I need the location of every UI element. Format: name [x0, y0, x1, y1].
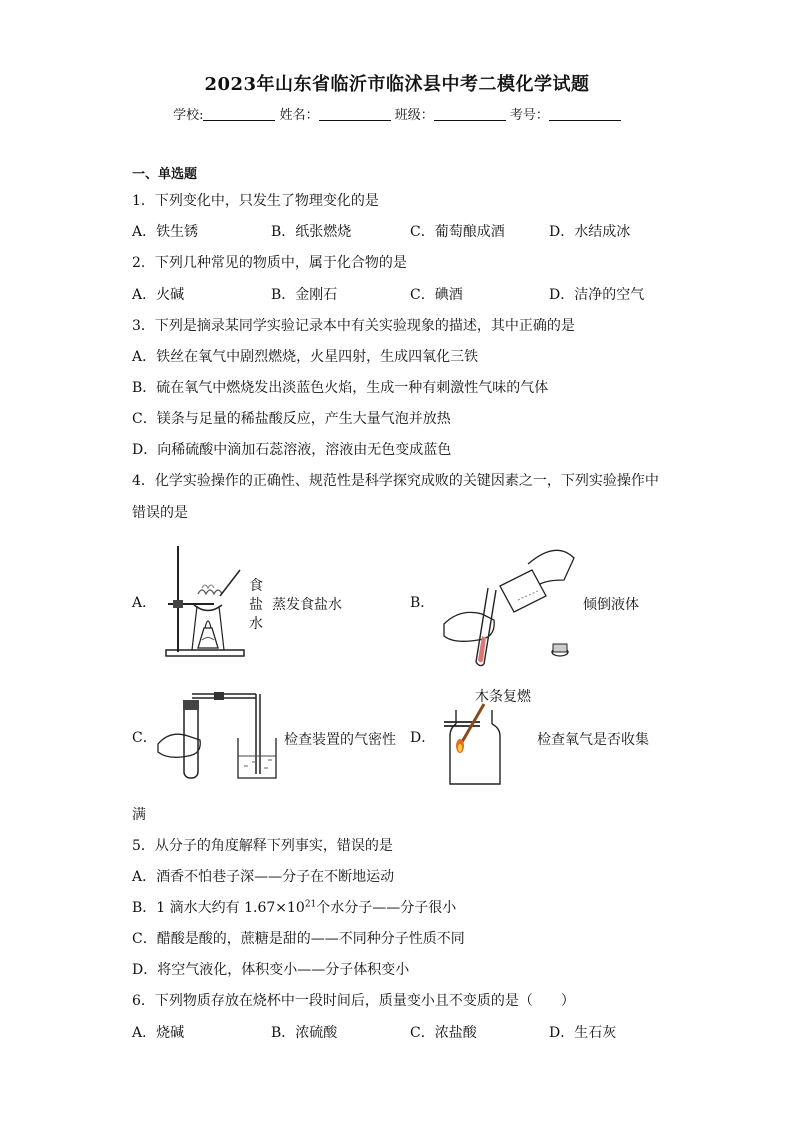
q4-stem-line1: 4．化学实验操作的正确性、规范性是科学探究成败的关键因素之一，下列实验操作中 [132, 473, 659, 489]
q2-option-b[interactable]: B．金刚石 [271, 287, 338, 303]
class-label: 班级： [394, 108, 434, 123]
school-label: 学校: [173, 108, 204, 123]
q5-option-b-text: B．1 滴水大约有 1.67×10 [132, 900, 305, 916]
student-info-row [0, 104, 794, 123]
school-blank[interactable] [203, 108, 275, 121]
q2-option-d[interactable]: D．洁净的空气 [549, 287, 645, 303]
q4-option-c-caption: 检查装置的气密性 [284, 732, 396, 748]
q5-stem: 5．从分子的角度解释下列事实，错误的是 [132, 838, 393, 854]
q1-option-c[interactable]: C．葡萄酿成酒 [410, 224, 505, 240]
q4-stem-line2: 错误的是 [132, 505, 188, 521]
q6-option-d[interactable]: D．生石灰 [549, 1025, 617, 1041]
evaporation-apparatus-image [160, 544, 250, 660]
exam-number-label: 考号： [509, 108, 549, 123]
q5-option-a[interactable]: A．酒香不怕巷子深——分子在不断地运动 [132, 869, 395, 885]
name-label: 姓名： [279, 108, 319, 123]
airtightness-check-image [156, 690, 280, 782]
q5-option-d[interactable]: D．将空气液化，体积变小——分子体积变小 [132, 962, 410, 978]
exam-number-blank[interactable] [549, 108, 621, 121]
class-blank[interactable] [434, 108, 506, 121]
salt-water-char-1: 食 [249, 578, 263, 594]
salt-water-char-3: 水 [249, 616, 263, 632]
q4-option-c-label[interactable]: C． [132, 730, 157, 746]
q1-option-d[interactable]: D．水结成冰 [549, 224, 631, 240]
q5-option-c[interactable]: C．醋酸是酸的，蔗糖是甜的——不同种分子性质不同 [132, 931, 465, 947]
q4-option-d-caption-tail: 满 [132, 807, 146, 823]
q3-stem: 3．下列是摘录某同学实验记录本中有关实验现象的描述，其中正确的是 [132, 318, 575, 334]
q4-option-a-caption: 蒸发食盐水 [272, 597, 342, 613]
q4-option-a-label[interactable]: A． [132, 595, 157, 611]
q6-stem: 6．下列物质存放在烧杯中一段时间后，质量变小且不变质的是（ ） [132, 993, 575, 1009]
pouring-liquid-image [436, 540, 582, 668]
q6-option-c[interactable]: C．浓盐酸 [410, 1025, 477, 1041]
oxygen-collection-image [440, 702, 510, 786]
q4-option-b-label[interactable]: B． [410, 595, 435, 611]
salt-water-char-2: 盐 [249, 597, 263, 613]
q4-option-b-caption: 倾倒液体 [583, 597, 639, 613]
q6-option-b[interactable]: B．浓硫酸 [271, 1025, 338, 1041]
q2-option-a[interactable]: A．火碱 [132, 287, 185, 303]
q3-option-b[interactable]: B．硫在氧气中燃烧发出淡蓝色火焰，生成一种有刺激性气味的气体 [132, 380, 549, 396]
q4-option-d-top-label: 木条复燃 [475, 689, 531, 705]
q5-option-b-text-end: 个水分子——分子很小 [316, 900, 457, 916]
section-heading: 一、单选题 [132, 167, 198, 182]
q2-option-c[interactable]: C．碘酒 [410, 287, 463, 303]
q5-option-b-exponent: 21 [304, 899, 317, 910]
q3-option-a[interactable]: A．铁丝在氧气中剧烈燃烧，火星四射，生成四氧化三铁 [132, 349, 479, 365]
q1-option-b[interactable]: B．纸张燃烧 [271, 224, 352, 240]
q3-option-c[interactable]: C．镁条与足量的稀盐酸反应，产生大量气泡并放热 [132, 411, 451, 427]
q4-option-d-label[interactable]: D． [410, 730, 436, 746]
q2-stem: 2．下列几种常见的物质中，属于化合物的是 [132, 255, 407, 271]
name-blank[interactable] [319, 108, 391, 121]
q5-option-b[interactable] [132, 899, 456, 917]
q3-option-d[interactable]: D．向稀硫酸中滴加石蕊溶液，溶液由无色变成蓝色 [132, 442, 452, 458]
q1-stem: 1．下列变化中，只发生了物理变化的是 [132, 193, 379, 209]
q4-option-d-caption: 检查氧气是否收集 [537, 732, 649, 748]
exam-title: 2023年山东省临沂市临沭县中考二模化学试题 [204, 74, 590, 95]
q6-option-a[interactable]: A．烧碱 [132, 1025, 185, 1041]
q1-option-a[interactable]: A．铁生锈 [132, 224, 199, 240]
